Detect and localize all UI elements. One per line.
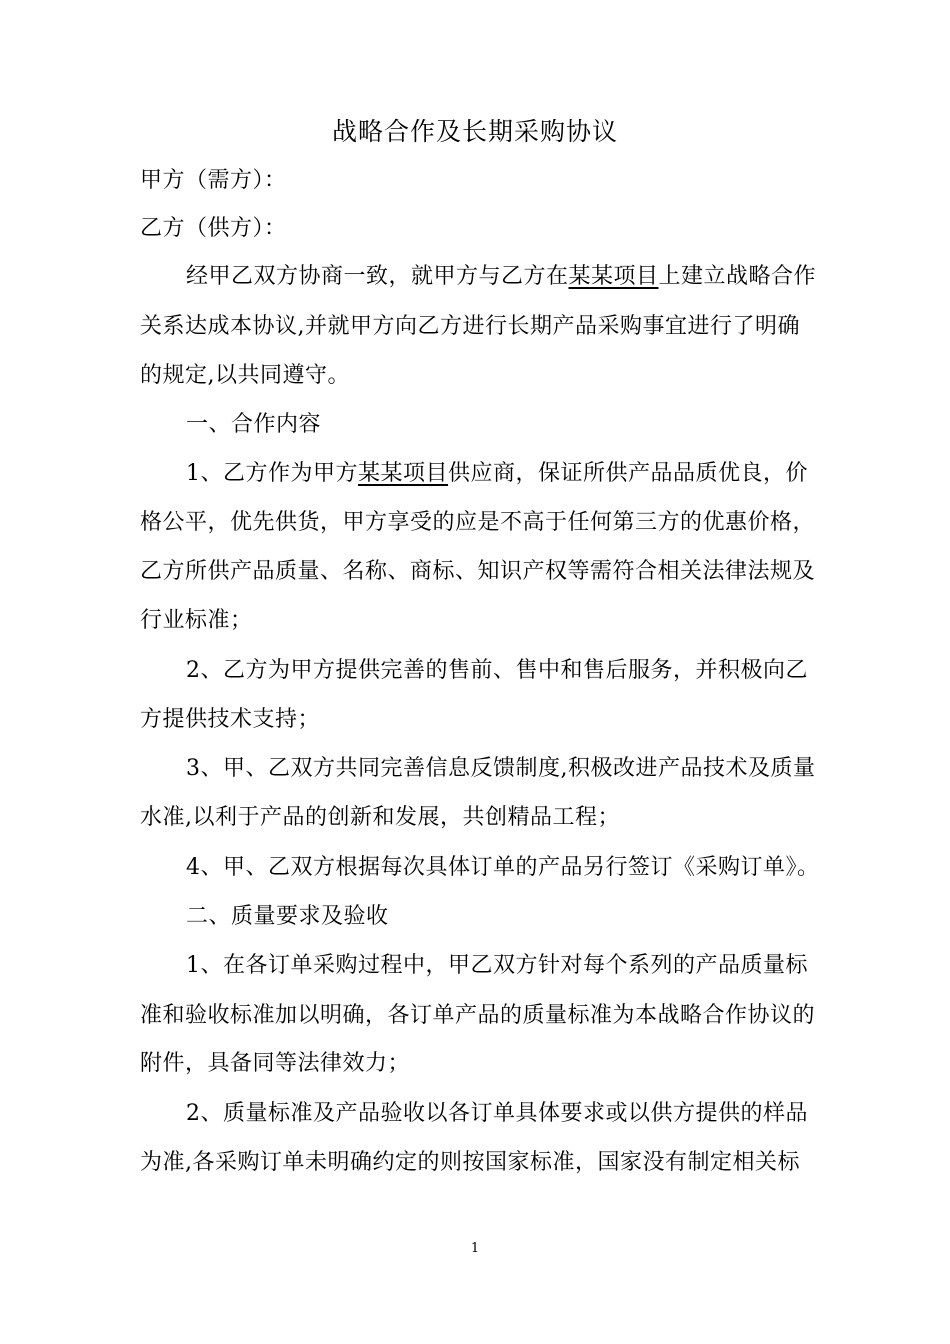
clause-2-1-line-3: 附件，具备同等法律效力； <box>140 1051 411 1076</box>
clause-2-1-line-1: 1、在各订单采购过程中，甲乙双方针对每个系列的产品质量标 <box>186 953 808 978</box>
project-name-underlined: 某某项目 <box>358 461 449 486</box>
intro-text: 上建立战略合作 <box>658 264 817 289</box>
clause-1-1-line-3: 乙方所供产品质量、名称、商标、知识产权等需符合相关法律法规及 <box>140 559 816 584</box>
party-a-label: 甲方（需方）： <box>140 168 287 193</box>
section-heading-1: 一、合作内容 <box>186 412 322 437</box>
document-title: 战略合作及长期采购协议 <box>331 117 618 146</box>
party-b-label: 乙方（供方）： <box>140 216 287 241</box>
clause-1-1-line-2: 格公平，优先供货，甲方享受的应是不高于任何第三方的优惠价格， <box>140 510 816 535</box>
clause-text: 供应商，保证所供产品品质优良，价 <box>448 461 809 486</box>
clause-1-1-line-1 <box>186 454 876 494</box>
clause-2-2-line-2: 为准,各采购订单未明确约定的则按国家标准，国家没有制定相关标 <box>140 1150 800 1175</box>
clause-text: 1、乙方作为甲方 <box>186 461 358 486</box>
clause-1-2-line-1: 2、乙方为甲方提供完善的售前、售中和售后服务，并积极向乙 <box>186 658 808 683</box>
intro-text: 经甲乙双方协商一致，就甲方与乙方在 <box>186 264 569 289</box>
page-number: 1 <box>470 1241 480 1256</box>
clause-1-4-line-1: 4、甲、乙双方根据每次具体订单的产品另行签订《采购订单》。 <box>186 855 820 880</box>
intro-line-1 <box>186 257 876 297</box>
clause-1-3-line-1: 3、甲、乙双方共同完善信息反馈制度,积极改进产品技术及质量 <box>186 756 816 781</box>
intro-line-2: 关系达成本协议,并就甲方向乙方进行长期产品采购事宜进行了明确 <box>140 314 800 339</box>
clause-2-1-line-2: 准和验收标准加以明确，各订单产品的质量标准为本战略合作协议的 <box>140 1003 816 1028</box>
clause-1-1-line-4: 行业标准； <box>140 608 253 633</box>
section-heading-2: 二、质量要求及验收 <box>186 904 389 929</box>
project-name-underlined: 某某项目 <box>568 264 659 289</box>
intro-line-3: 的规定,以共同遵守。 <box>140 363 350 388</box>
clause-1-2-line-2: 方提供技术支持； <box>140 707 321 732</box>
clause-1-3-line-2: 水准,以利于产品的创新和发展，共创精品工程； <box>140 805 620 830</box>
clause-2-2-line-1: 2、质量标准及产品验收以各订单具体要求或以供方提供的样品 <box>186 1101 808 1126</box>
